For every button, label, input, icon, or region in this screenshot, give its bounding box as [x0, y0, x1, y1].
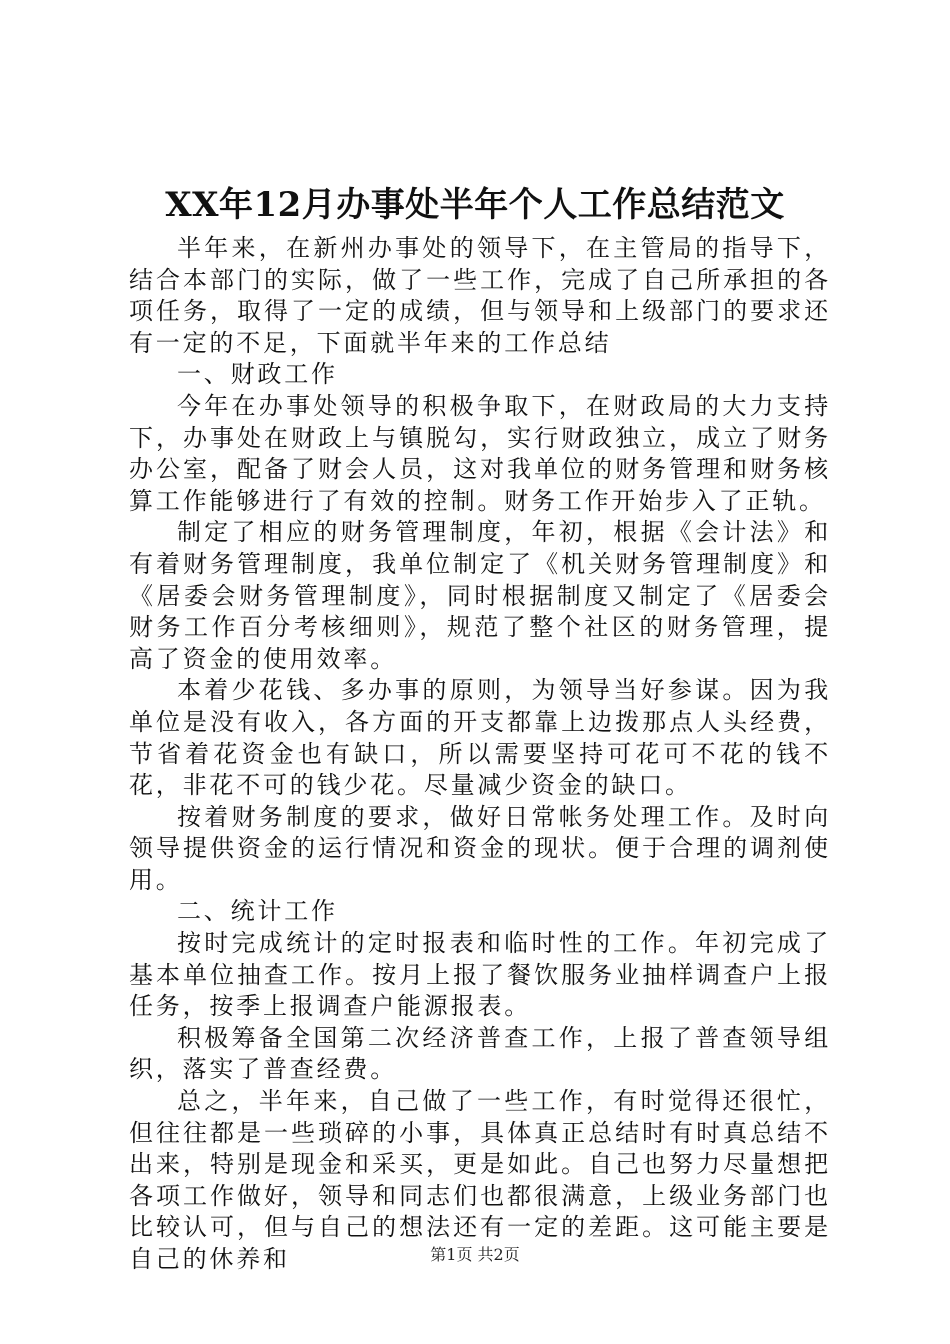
paragraph-finance-1: 今年在办事处领导的积极争取下，在财政局的大力支持下，办事处在财政上与镇脱勾，实行财政独立，成立了财务办公室，配备了财会人员，这对我单位的财务管理和财务核算工作能够进行了有效的控制。财务工作开始步入了正轨。	[129, 391, 831, 515]
section-heading-finance: 一、财政工作	[177, 360, 338, 389]
page-number-footer: 第1页 共2页	[430, 1245, 520, 1264]
document-body	[129, 233, 831, 1276]
document-title: XX年12月办事处半年个人工作总结范文	[165, 185, 785, 225]
paragraph-finance-2: 制定了相应的财务管理制度，年初，根据《会计法》和有着财务管理制度，我单位制定了《机关财务管理制度》和《居委会财务管理制度》，同时根据制度又制定了《居委会财务工作百分考核细则》，规范了整个社区的财务管理，提高了资金的使用效率。	[129, 518, 831, 673]
paragraph-summary: 总之，半年来，自己做了一些工作，有时觉得还很忙，但往往都是一些琐碎的小事，具体真正总结时有时真总结不出来，特别是现金和采买，更是如此。自己也努力尽量想把各项工作做好，领导和同志们也都很满意，上级业务部门也比较认可，但与自己的想法还有一定的差距。这可能主要是自己的休养和	[129, 1087, 831, 1273]
paragraph-finance-4: 按着财务制度的要求，做好日常帐务处理工作。及时向领导提供资金的运行情况和资金的现状。便于合理的调剂使用。	[129, 802, 831, 894]
paragraph-statistics-1: 按时完成统计的定时报表和临时性的工作。年初完成了基本单位抽查工作。按月上报了餐饮服务业抽样调查户上报任务，按季上报调查户能源报表。	[129, 929, 831, 1021]
paragraph-statistics-2: 积极筹备全国第二次经济普查工作，上报了普查领导组织，落实了普查经费。	[129, 1023, 831, 1084]
paragraph-intro: 半年来，在新州办事处的领导下，在主管局的指导下，结合本部门的实际，做了一些工作，完成了自己所承担的各项任务，取得了一定的成绩，但与领导和上级部门的要求还有一定的不足，下面就半年来的工作总结	[129, 234, 831, 357]
section-heading-statistics: 二、统计工作	[177, 897, 338, 926]
paragraph-finance-3: 本着少花钱、多办事的原则，为领导当好参谋。因为我单位是没有收入，各方面的开支都靠上边拨那点人头经费，节省着花资金也有缺口，所以需要坚持可花可不花的钱不花，非花不可的钱少花。尽量减少资金的缺口。	[129, 676, 831, 800]
